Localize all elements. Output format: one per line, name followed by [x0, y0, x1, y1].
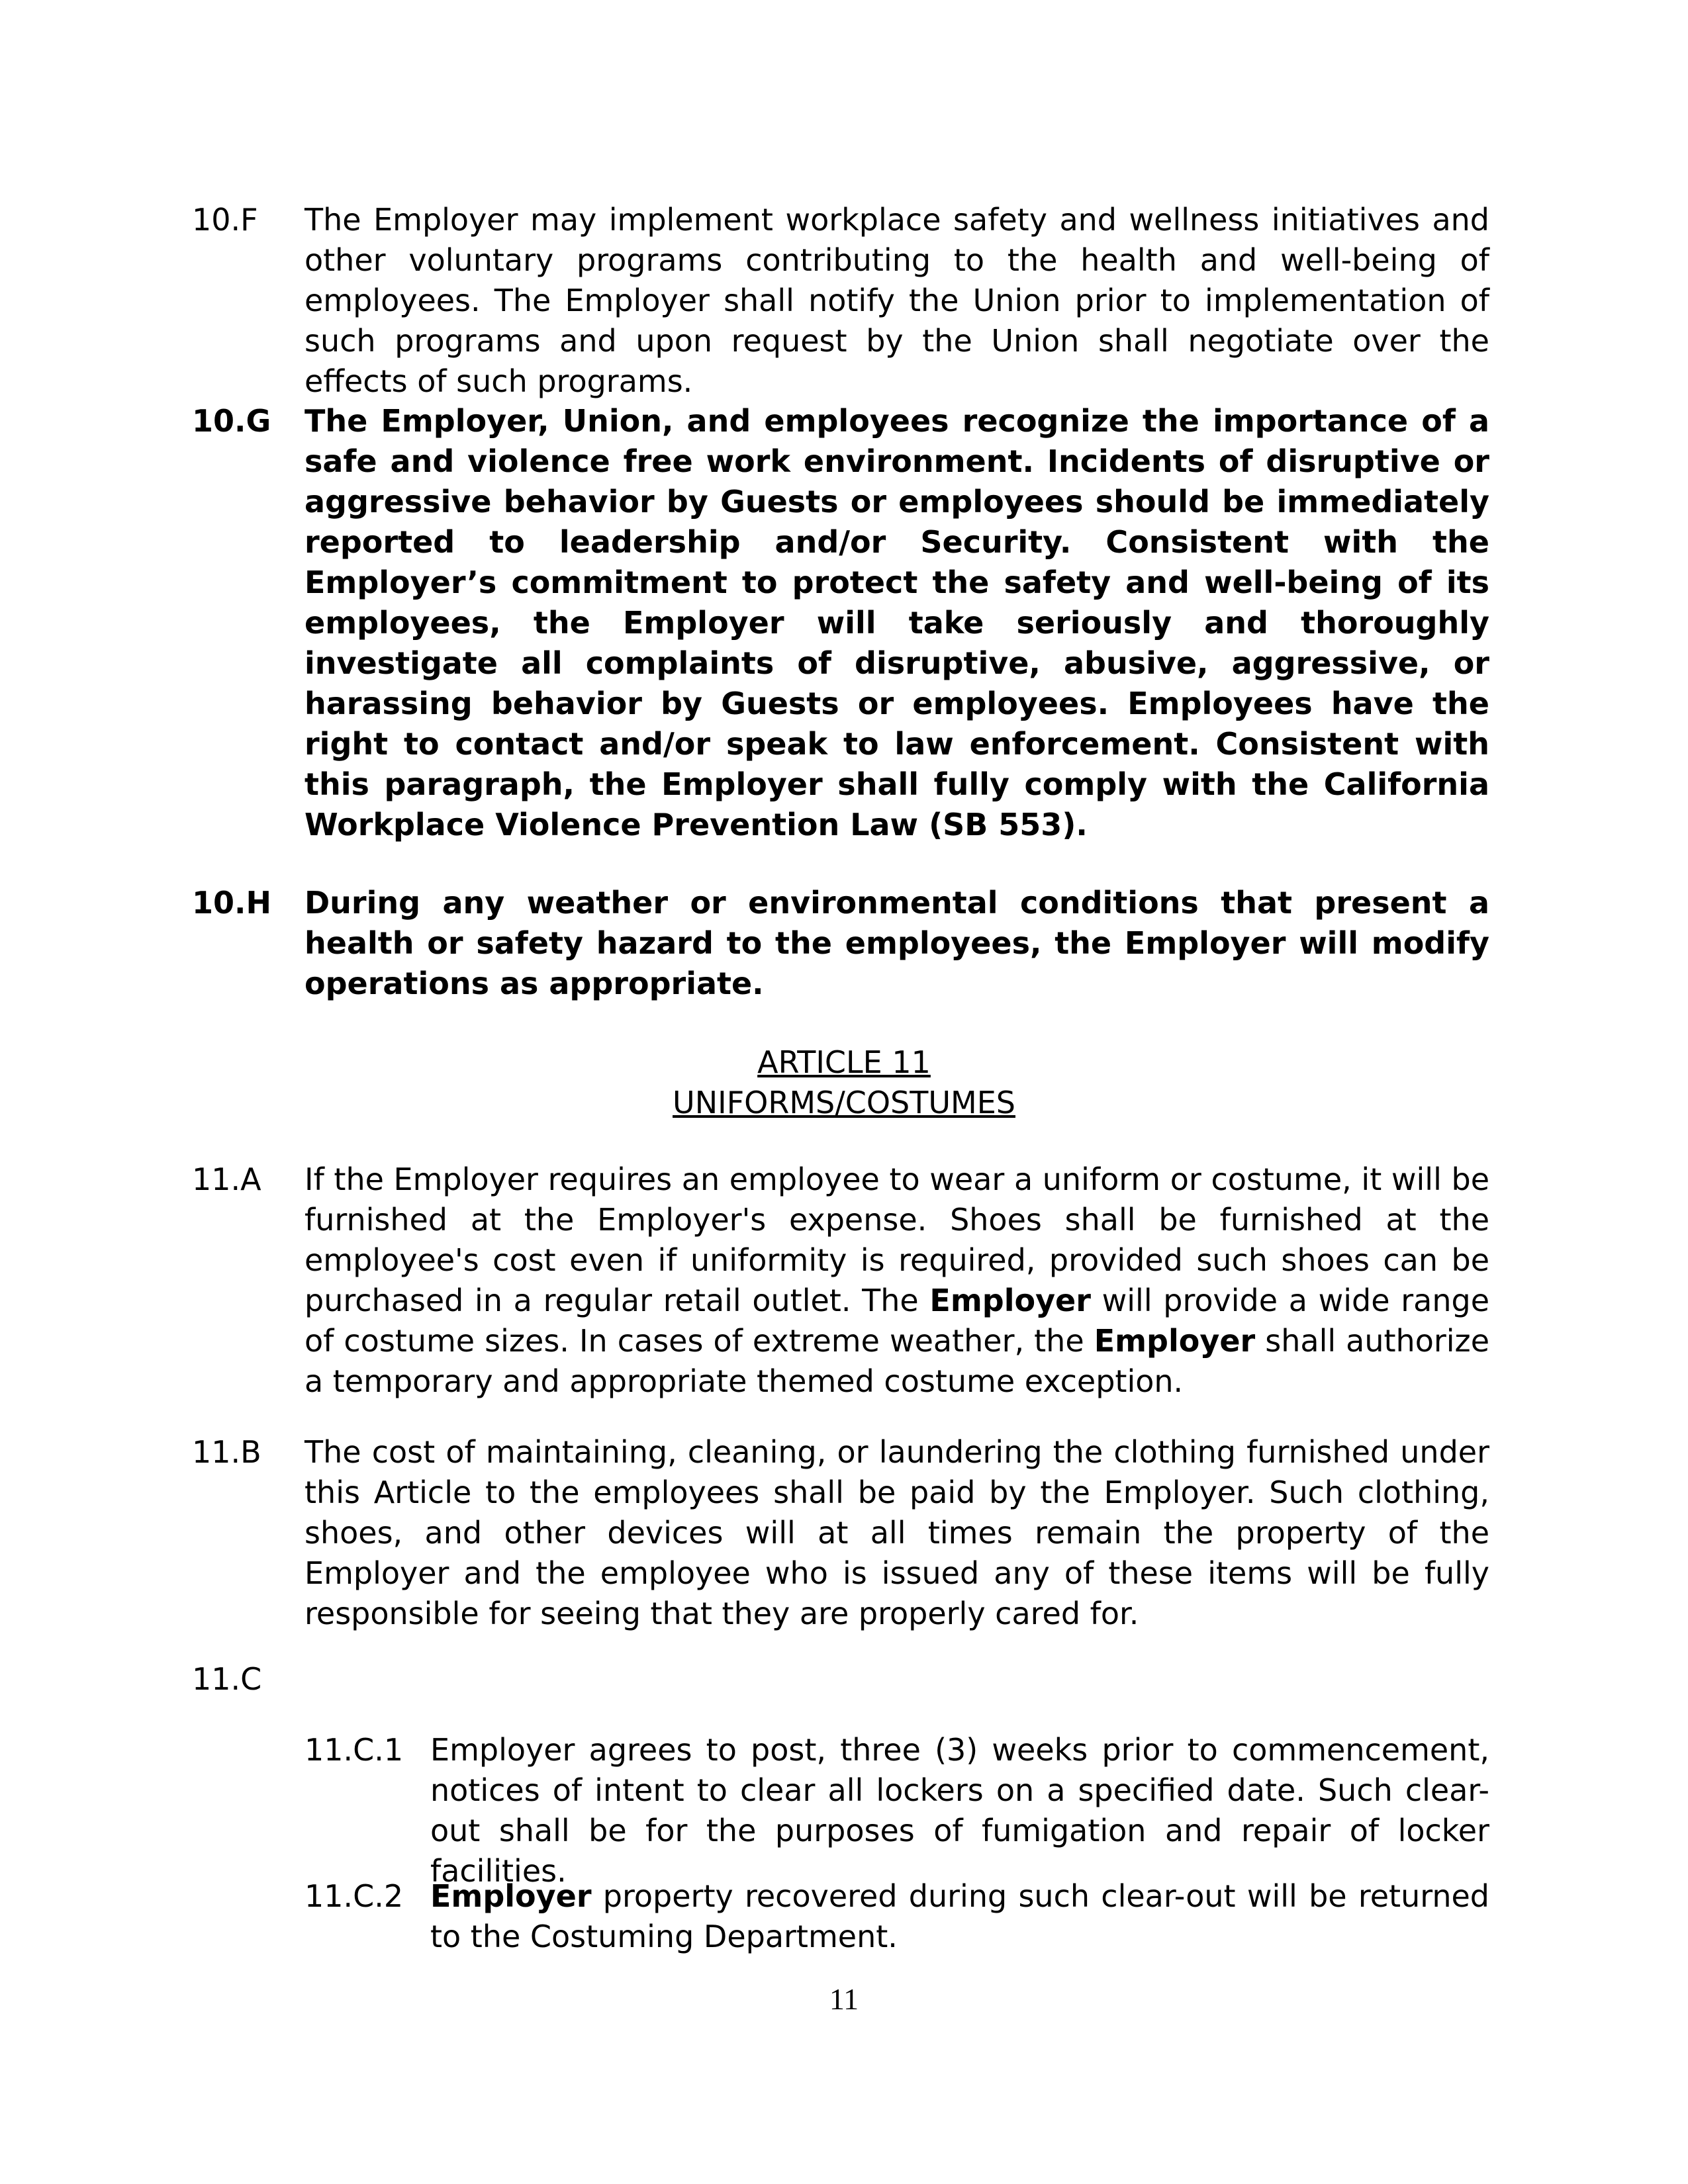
- section-number: 11.C: [192, 1661, 262, 1697]
- text-run: shall authorize a temporary and appropriate themed costume exception.: [305, 1323, 1489, 1399]
- section-10f: [192, 200, 1489, 402]
- bold-term: Employer: [1094, 1323, 1256, 1359]
- bold-term: Employer: [430, 1878, 592, 1914]
- section-10g: [192, 401, 1489, 845]
- section-text: [430, 1876, 1489, 1957]
- section-text: Employer agrees to post, three (3) weeks prior to commencement, notices of intent to clear all lockers on a specified date. Such clear-out shall be for the purposes of fumigation and repair of locker facilities.: [430, 1732, 1489, 1889]
- section-number: 11.A: [192, 1161, 261, 1197]
- text-run: will provide a wide range of costume sizes. In cases of extreme weather, the: [305, 1283, 1489, 1359]
- section-number: 11.C.1: [305, 1732, 404, 1768]
- section-text: During any weather or environmental conditions that present a health or safety hazard to the employees, the Employer will modify operations as appropriate.: [305, 885, 1489, 1001]
- section-number: 11.C.2: [305, 1878, 404, 1914]
- section-text: The cost of maintaining, cleaning, or laundering the clothing furnished under this Article to the employees shall be paid by the Employer. Such clothing, shoes, and other devices will at all times remain the property of the Employer and the employee who is issued any of these items will be fully responsible for seeing that they are properly cared for.: [305, 1434, 1489, 1631]
- section-number: 10.F: [192, 202, 258, 238]
- article-title: [0, 1042, 1688, 1083]
- page-number: 11: [829, 1982, 859, 2016]
- article-subtitle-text: UNIFORMS/COSTUMES: [673, 1085, 1015, 1120]
- bold-term: Employer: [929, 1283, 1091, 1318]
- section-11b: [192, 1432, 1489, 1634]
- text-run: If the Employer requires an employee to wear a uniform or costume, it will be furnished at the Employer's expense. Shoes shall be furnished at the employee's cost even if uniformity is required, provided such shoes can be purchased in a regular retail outlet. The: [305, 1161, 1489, 1318]
- section-11c1: [305, 1730, 1489, 1891]
- section-11c2: [305, 1876, 1489, 1957]
- section-number: 10.H: [192, 885, 271, 921]
- section-text: The Employer, Union, and employees recognize the importance of a safe and violence free work environment. Incidents of disruptive or aggressive behavior by Guests or employees should be immediately reported to leadership and/or Security. Consistent with the Employer’s commitment to protect the safety and well-being of its employees, the Employer will take seriously and thoroughly investigate all complaints of disruptive, abusive, aggressive, or harassing behavior by Guests or employees. Employees have the right to contact and/or speak to law enforcement. Consistent with this paragraph, the Employer shall fully comply with the California Workplace Violence Prevention Law (SB 553).: [305, 403, 1489, 842]
- section-text: The Employer may implement workplace safety and wellness initiatives and other voluntary programs contributing to the health and well-being of employees. The Employer shall notify the Union prior to implementation of such programs and upon request by the Union shall negotiate over the effects of such programs.: [305, 202, 1489, 399]
- section-number: 11.B: [192, 1434, 261, 1470]
- section-10h: [192, 883, 1489, 1004]
- section-text: [305, 1160, 1489, 1402]
- article-subtitle: [0, 1083, 1688, 1123]
- text-run: property recovered during such clear-out will be returned to the Costuming Department.: [430, 1878, 1489, 1954]
- article-title-text: ARTICLE 11: [757, 1044, 931, 1080]
- section-11a: [192, 1160, 1489, 1402]
- section-number: 10.G: [192, 403, 271, 439]
